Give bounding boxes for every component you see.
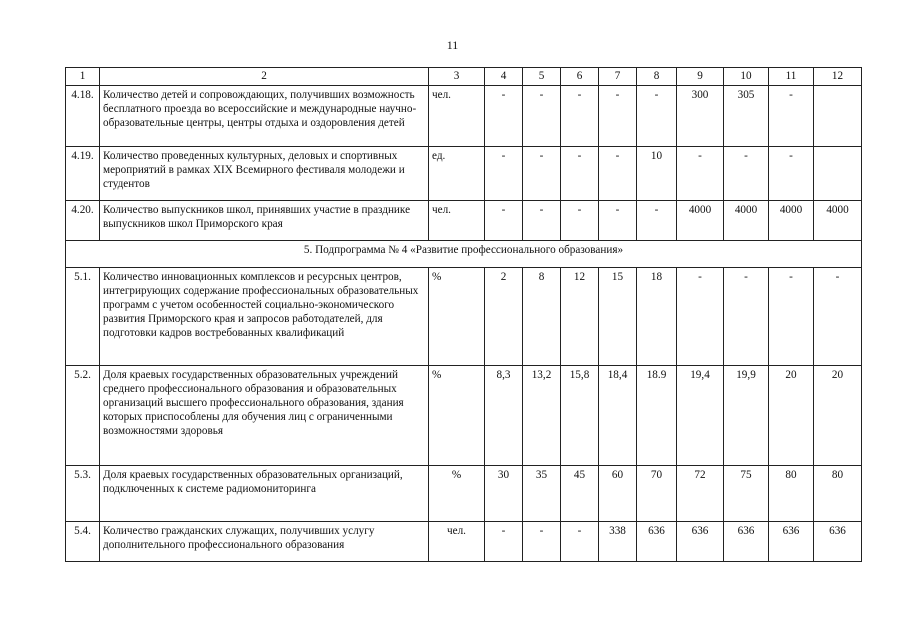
row-value: -	[677, 268, 724, 366]
row-value: -	[769, 86, 814, 147]
table-row	[66, 86, 862, 147]
row-value: 4000	[814, 201, 862, 241]
column-header: 9	[677, 68, 724, 86]
row-value: 636	[769, 522, 814, 562]
row-value: 70	[637, 466, 677, 522]
row-value: 45	[561, 466, 599, 522]
row-value: -	[485, 147, 523, 201]
row-value: 305	[724, 86, 769, 147]
row-value: -	[561, 147, 599, 201]
row-value: -	[523, 522, 561, 562]
row-description: Доля краевых государственных образовательных учреждений среднего профессионального образования и образовательных организаций высшего профессионального образования, здания которых приспособлены для обучения лиц с ограниченными возможностями здоровья	[100, 366, 429, 466]
row-value: 19,4	[677, 366, 724, 466]
row-value: 30	[485, 466, 523, 522]
row-value: 338	[599, 522, 637, 562]
row-value: 10	[637, 147, 677, 201]
row-id: 5.1.	[66, 268, 100, 366]
column-header: 2	[100, 68, 429, 86]
row-unit: чел.	[429, 201, 485, 241]
row-value: -	[724, 268, 769, 366]
row-description: Количество гражданских служащих, получивших услугу дополнительного профессионального образования	[100, 522, 429, 562]
row-description: Количество выпускников школ, принявших участие в празднике выпускников школ Приморского края	[100, 201, 429, 241]
row-value: -	[523, 86, 561, 147]
row-unit: чел.	[429, 522, 485, 562]
table-row	[66, 147, 862, 201]
section-title: 5. Подпрограмма № 4 «Развитие профессионального образования»	[66, 241, 862, 268]
row-value: -	[637, 201, 677, 241]
table-row	[66, 522, 862, 562]
row-description: Доля краевых государственных образовательных организаций, подключенных к системе радиомониторинга	[100, 466, 429, 522]
row-value: -	[599, 86, 637, 147]
page-number: 11	[446, 38, 459, 52]
row-value: 636	[724, 522, 769, 562]
row-value: 72	[677, 466, 724, 522]
row-value: -	[599, 201, 637, 241]
column-header: 10	[724, 68, 769, 86]
column-header: 1	[66, 68, 100, 86]
column-number-row	[66, 68, 862, 86]
row-value: 18,4	[599, 366, 637, 466]
row-description: Количество инновационных комплексов и ресурсных центров, интегрирующих содержание профессиональных образовательных программ с учетом особенностей социально-экономического развития Приморского края и запросов работодателей, для подготовки кадров востребованных квалификаций	[100, 268, 429, 366]
row-value: -	[599, 147, 637, 201]
row-value: 35	[523, 466, 561, 522]
indicators-table	[65, 67, 862, 562]
row-value: 636	[677, 522, 724, 562]
column-header: 11	[769, 68, 814, 86]
row-value: -	[561, 201, 599, 241]
row-value: 2	[485, 268, 523, 366]
row-value: 636	[814, 522, 862, 562]
row-value: 18	[637, 268, 677, 366]
row-id: 4.19.	[66, 147, 100, 201]
row-value: -	[561, 522, 599, 562]
row-value: 20	[814, 366, 862, 466]
row-value: -	[677, 147, 724, 201]
column-header: 12	[814, 68, 862, 86]
row-value: 4000	[724, 201, 769, 241]
table-row	[66, 201, 862, 241]
row-value: 80	[814, 466, 862, 522]
row-unit: %	[429, 366, 485, 466]
row-value: -	[769, 268, 814, 366]
column-header: 8	[637, 68, 677, 86]
row-value: 18.9	[637, 366, 677, 466]
column-header: 6	[561, 68, 599, 86]
row-value: 4000	[769, 201, 814, 241]
row-value: -	[724, 147, 769, 201]
row-id: 5.3.	[66, 466, 100, 522]
row-description: Количество детей и сопровождающих, получивших возможность бесплатного проезда во всероссийские и международные научно-образовательные центры, центры отдыха и оздоровления детей	[100, 86, 429, 147]
row-value: -	[485, 201, 523, 241]
row-value: -	[769, 147, 814, 201]
row-id: 5.2.	[66, 366, 100, 466]
row-value: -	[814, 268, 862, 366]
row-id: 4.18.	[66, 86, 100, 147]
row-value: 19,9	[724, 366, 769, 466]
section-row	[66, 241, 862, 268]
row-unit: %	[429, 466, 485, 522]
row-value: 636	[637, 522, 677, 562]
table-row	[66, 466, 862, 522]
row-id: 4.20.	[66, 201, 100, 241]
row-value: 20	[769, 366, 814, 466]
row-value: -	[523, 201, 561, 241]
row-value: 8	[523, 268, 561, 366]
row-value: 15	[599, 268, 637, 366]
row-value: 15,8	[561, 366, 599, 466]
row-value: 75	[724, 466, 769, 522]
row-id: 5.4.	[66, 522, 100, 562]
column-header: 5	[523, 68, 561, 86]
table-row	[66, 366, 862, 466]
row-value: -	[485, 522, 523, 562]
row-value: -	[485, 86, 523, 147]
row-description: Количество проведенных культурных, деловых и спортивных мероприятий в рамках XIX Всемирного фестиваля молодежи и студентов	[100, 147, 429, 201]
table-row	[66, 268, 862, 366]
row-value: 80	[769, 466, 814, 522]
row-value: -	[523, 147, 561, 201]
row-value: -	[561, 86, 599, 147]
row-unit: чел.	[429, 86, 485, 147]
row-value: 13,2	[523, 366, 561, 466]
row-value: 4000	[677, 201, 724, 241]
column-header: 3	[429, 68, 485, 86]
row-unit: ед.	[429, 147, 485, 201]
column-header: 4	[485, 68, 523, 86]
column-header: 7	[599, 68, 637, 86]
row-value	[814, 147, 862, 201]
row-value	[814, 86, 862, 147]
row-value: 60	[599, 466, 637, 522]
row-value: 8,3	[485, 366, 523, 466]
row-value: 300	[677, 86, 724, 147]
row-value: -	[637, 86, 677, 147]
row-unit: %	[429, 268, 485, 366]
row-value: 12	[561, 268, 599, 366]
